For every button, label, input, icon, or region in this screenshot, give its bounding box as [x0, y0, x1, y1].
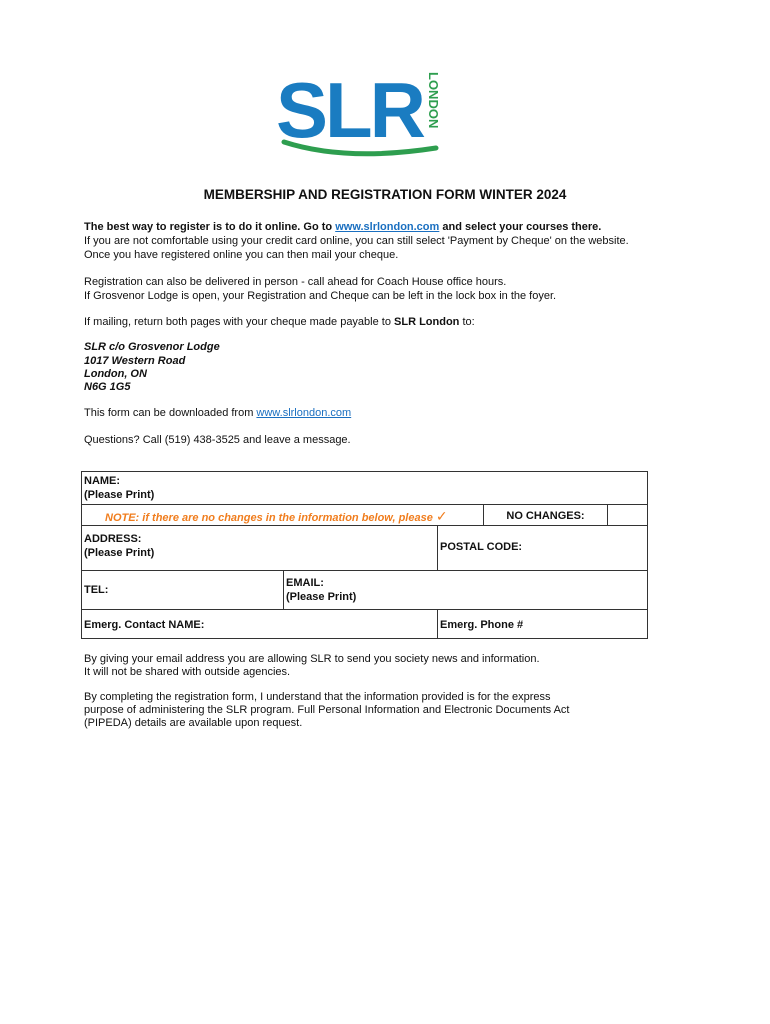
- logo-main-text: SLR: [276, 66, 423, 154]
- address-line-2: 1017 Western Road: [84, 355, 186, 367]
- name-field[interactable]: [81, 471, 648, 505]
- checkmark-icon: ✓: [435, 508, 448, 524]
- emergency-contact-label: Emerg. Contact NAME:: [84, 619, 205, 631]
- intro-bold-suffix: and select your courses there.: [439, 221, 602, 233]
- privacy-line-1: By giving your email address you are allowing SLR to send you society news and information.: [84, 653, 540, 665]
- tel-field[interactable]: [81, 570, 284, 610]
- email-field[interactable]: [283, 570, 648, 610]
- download-prefix: This form can be downloaded from: [84, 407, 257, 419]
- intro-bold-prefix: The best way to register is to do it online. Go to: [84, 221, 336, 233]
- delivery-line-2: If Grosvenor Lodge is open, your Registration and Cheque can be left in the lock box in the foyer.: [84, 290, 557, 302]
- email-label: EMAIL:: [286, 577, 324, 589]
- privacy-line-5: (PIPEDA) details are available upon request.: [84, 717, 303, 729]
- postal-code-label: POSTAL CODE:: [440, 541, 523, 553]
- delivery-line-1: Registration can also be delivered in person - call ahead for Coach House office hours.: [84, 276, 507, 288]
- address-hint: (Please Print): [84, 547, 155, 559]
- intro-line-3: Once you have registered online you can then mail your cheque.: [84, 249, 399, 261]
- questions-line: Questions? Call (519) 438-3525 and leave a message.: [84, 434, 351, 446]
- mailing-instructions: [84, 315, 475, 329]
- page-title: MEMBERSHIP AND REGISTRATION FORM WINTER 2024: [203, 187, 567, 202]
- emergency-phone-field[interactable]: [437, 609, 648, 639]
- download-link[interactable]: www.slrlondon.com: [256, 407, 352, 419]
- mailing-suffix: to:: [459, 316, 475, 328]
- website-link[interactable]: www.slrlondon.com: [335, 221, 440, 233]
- emergency-phone-label: Emerg. Phone #: [440, 619, 524, 631]
- intro-line-1: [84, 220, 601, 234]
- privacy-line-2: It will not be shared with outside agencies.: [84, 666, 291, 678]
- tel-label: TEL:: [84, 584, 109, 596]
- logo-swoosh-icon: [276, 128, 446, 158]
- privacy-line-3: By completing the registration form, I understand that the information provided is for the express: [84, 691, 551, 703]
- no-changes-note: [105, 508, 448, 525]
- registration-form: [81, 471, 648, 639]
- privacy-line-4: purpose of administering the SLR program. Full Personal Information and Electronic Documents Act: [84, 704, 570, 716]
- mailing-payee: SLR London: [394, 316, 460, 328]
- emergency-contact-field[interactable]: [81, 609, 438, 639]
- intro-line-2: If you are not comfortable using your credit card online, you can still select 'Payment by Cheque' on the website.: [84, 235, 629, 247]
- note-text: NOTE: if there are no changes in the information below, please: [105, 512, 433, 524]
- address-field[interactable]: [81, 525, 438, 571]
- name-label: NAME:: [84, 475, 121, 487]
- address-label: ADDRESS:: [84, 533, 142, 545]
- no-changes-checkbox[interactable]: [607, 504, 648, 526]
- email-hint: (Please Print): [286, 591, 357, 603]
- address-line-3: London, ON: [84, 368, 147, 380]
- download-line: [84, 406, 351, 420]
- address-line-4: N6G 1G5: [84, 381, 131, 393]
- name-hint: (Please Print): [84, 489, 155, 501]
- no-changes-label: NO CHANGES:: [483, 504, 608, 526]
- slr-london-logo: [276, 66, 446, 160]
- mailing-prefix: If mailing, return both pages with your cheque made payable to: [84, 316, 395, 328]
- logo-sub-text: LONDON: [426, 72, 441, 129]
- address-line-1: SLR c/o Grosvenor Lodge: [84, 341, 220, 353]
- postal-code-field[interactable]: [437, 525, 648, 571]
